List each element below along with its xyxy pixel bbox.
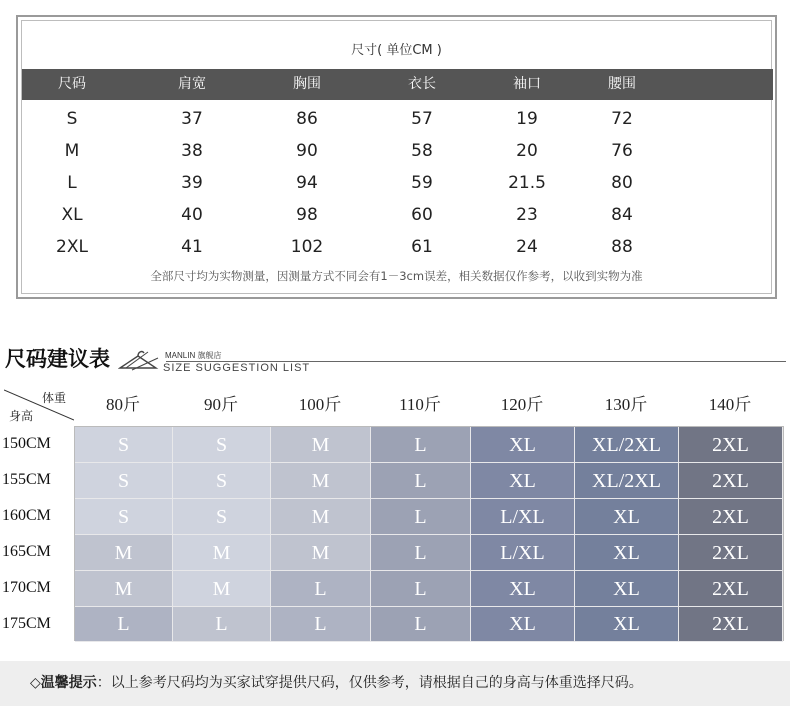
weight-header-cell: 80斤 [106,395,140,414]
weight-header-cell: 120斤 [500,395,544,414]
size-cell: 102 [290,237,324,257]
height-header-cell: 170CM [2,579,51,596]
size-cell: 57 [411,109,433,129]
size-row [22,167,773,199]
size-header-cell: 尺码 [58,76,86,92]
suggestion-cell: M [173,535,271,571]
size-cell: 41 [181,237,203,257]
size-cell: S [66,109,78,129]
size-cell: L [67,173,77,193]
suggestion-cell: L [271,607,371,642]
size-cell: 86 [296,109,318,129]
suggestion-cell: 2XL [679,499,783,535]
brand-label: MANLIN 旗舰店 [165,351,222,360]
size-cell: 24 [516,237,538,257]
suggestion-cell: M [271,427,371,463]
weight-header-cell: 90斤 [204,395,238,414]
suggestion-cell: S [75,463,173,499]
height-header-cell: 150CM [2,435,51,452]
size-header-cell: 胸围 [293,76,321,92]
size-row [22,231,773,263]
size-header-cell: 袖口 [513,76,541,92]
suggestion-cell: L [75,607,173,642]
suggestion-cell: XL [471,463,575,499]
size-cell: 2XL [56,237,88,257]
suggestion-cell: S [75,499,173,535]
tips-text-line [30,661,643,706]
height-header-cell: 175CM [2,615,51,632]
weight-header-cell: 100斤 [298,395,342,414]
size-cell: 40 [181,205,203,225]
height-header-cell: 160CM [2,507,51,524]
tips-label: ◇温馨提示 [30,675,97,691]
size-cell: 58 [411,141,433,161]
size-cell: 37 [181,109,203,129]
suggestion-subtitle: SIZE SUGGESTION LIST [163,362,311,374]
suggestion-cell: XL/2XL [575,427,679,463]
size-cell: 19 [516,109,538,129]
suggestion-cell: 2XL [679,427,783,463]
size-cell: 21.5 [508,173,546,193]
size-cell: 39 [181,173,203,193]
suggestion-cell: M [75,571,173,607]
suggestion-cell: XL [575,499,679,535]
size-cell: 59 [411,173,433,193]
suggestion-cell: L [173,607,271,642]
size-cell: M [64,141,80,161]
suggestion-cell: M [271,463,371,499]
size-cell: 80 [611,173,633,193]
size-header-cell: 腰围 [608,76,636,92]
hanger-icon [118,348,162,374]
size-chart-note: 全部尺寸均为实物测量，因测量方式不同会有1－3cm误差，相关数据仅作参考，以收到实物为准 [150,269,643,283]
suggestion-cell: XL [471,571,575,607]
height-header-cell: 165CM [2,543,51,560]
size-cell: XL [61,205,83,225]
size-cell: 72 [611,109,633,129]
suggestion-cell: 2XL [679,571,783,607]
suggestion-cell: L [371,571,471,607]
corner-weight-label: 体重 [42,391,67,405]
size-row [22,199,773,231]
suggestion-cell: L [371,607,471,642]
size-cell: 98 [296,205,318,225]
suggestion-cell: 2XL [679,535,783,571]
size-cell: 20 [516,141,538,161]
size-suggestion-grid [74,426,784,641]
suggestion-cell: 2XL [679,463,783,499]
suggestion-cell: XL [575,607,679,642]
size-cell: 60 [411,205,433,225]
size-chart [16,15,777,299]
size-cell: 90 [296,141,318,161]
suggestion-cell: L/XL [471,499,575,535]
suggestion-cell: M [173,571,271,607]
size-cell: 23 [516,205,538,225]
suggestion-cell: M [271,535,371,571]
weight-header-cell: 110斤 [399,395,441,414]
size-cell: 38 [181,141,203,161]
corner-height-label: 身高 [9,409,34,423]
size-cell: 88 [611,237,633,257]
suggestion-cell: XL/2XL [575,463,679,499]
suggestion-cell: S [173,427,271,463]
suggestion-cell: L [371,499,471,535]
size-header-cell: 衣长 [408,76,436,92]
height-header-cell: 155CM [2,471,51,488]
suggestion-cell: M [271,499,371,535]
suggestion-cell: L/XL [471,535,575,571]
suggestion-cell: XL [575,535,679,571]
suggestion-cell: S [173,463,271,499]
suggestion-cell: L [371,427,471,463]
suggestion-cell: L [371,463,471,499]
size-chart-title: 尺寸( 单位CM ) [351,43,442,58]
size-cell: 84 [611,205,633,225]
suggestion-cell: S [75,427,173,463]
suggestion-cell: M [75,535,173,571]
tips-text: ：以上参考尺码均为买家试穿提供尺码，仅供参考，请根据自己的身高与体重选择尺码。 [96,675,643,691]
weight-header-cell: 140斤 [708,395,752,414]
suggestion-cell: XL [575,571,679,607]
size-cell: 61 [411,237,433,257]
size-header-cell: 肩宽 [178,76,206,92]
size-row [22,135,773,167]
suggestion-cell: L [371,535,471,571]
weight-header-cell: 130斤 [604,395,648,414]
size-row [22,103,773,135]
suggestion-cell: L [271,571,371,607]
suggestion-cell: 2XL [679,607,783,642]
size-chart-header-row [22,69,773,100]
suggestion-title: 尺码建议表 [5,347,110,371]
suggestion-cell: S [173,499,271,535]
suggestion-cell: XL [471,607,575,642]
suggestion-cell: XL [471,427,575,463]
size-cell: 94 [296,173,318,193]
tips-bar [0,661,790,706]
size-cell: 76 [611,141,633,161]
